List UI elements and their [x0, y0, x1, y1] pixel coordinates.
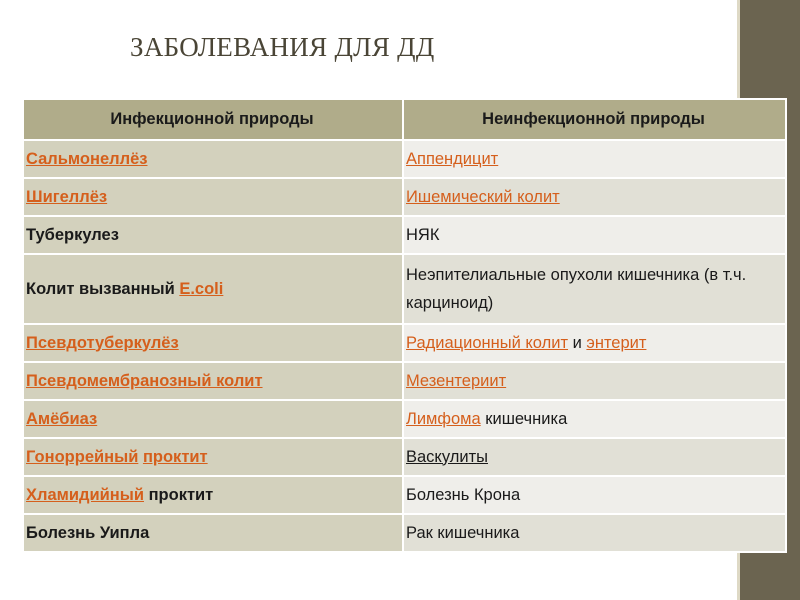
cell-noninfectious	[403, 514, 786, 552]
link-amoebiasis[interactable]: Амёбиаз	[26, 409, 98, 428]
table-row	[23, 476, 786, 514]
link-proctitis[interactable]: проктит	[142, 447, 208, 466]
disease-table	[22, 98, 787, 553]
table-row	[23, 362, 786, 400]
text-crohn: Болезнь Крона	[406, 485, 521, 504]
link-appendicitis[interactable]: Аппендицит	[406, 149, 499, 168]
text-tuberculosis: Туберкулез	[26, 225, 119, 244]
cell-infectious	[23, 254, 403, 324]
cell-noninfectious	[403, 438, 786, 476]
cell-infectious	[23, 400, 403, 438]
link-mesenteritis[interactable]: Мезентериит	[406, 371, 507, 390]
link-radiation-colitis[interactable]: Радиационный колит	[406, 333, 569, 352]
table-row	[23, 254, 786, 324]
link-ischemic-colitis[interactable]: Ишемический колит	[406, 187, 560, 206]
cell-noninfectious	[403, 216, 786, 254]
link-gonorrheal[interactable]: Гоноррейный	[26, 447, 139, 466]
cell-infectious	[23, 216, 403, 254]
cell-infectious	[23, 324, 403, 362]
link-shigellosis[interactable]: Шигеллёз	[26, 187, 108, 206]
link-enteritis[interactable]: энтерит	[586, 333, 647, 352]
cell-noninfectious	[403, 140, 786, 178]
link-salmonellosis[interactable]: Сальмонеллёз	[26, 149, 148, 168]
cell-noninfectious	[403, 324, 786, 362]
cell-infectious	[23, 140, 403, 178]
table-row	[23, 140, 786, 178]
link-vasculitis[interactable]: Васкулиты	[406, 447, 488, 466]
text-and: и	[568, 333, 587, 352]
link-pseudotuberculosis[interactable]: Псевдотуберкулёз	[26, 333, 179, 352]
cell-noninfectious	[403, 254, 786, 324]
cell-infectious	[23, 514, 403, 552]
cell-infectious	[23, 438, 403, 476]
cell-noninfectious	[403, 178, 786, 216]
text-whipple: Болезнь Уипла	[26, 523, 150, 542]
table-row	[23, 514, 786, 552]
text-proctitis: проктит	[143, 485, 214, 504]
link-pseudomembranous-colitis[interactable]: Псевдомембранозный колит	[26, 371, 263, 390]
header-infectious: Инфекционной природы	[23, 99, 403, 140]
header-noninfectious: Неинфекционной природы	[403, 99, 786, 140]
slide-title: ЗАБОЛЕВАНИЯ ДЛЯ ДД	[130, 32, 435, 62]
cell-infectious	[23, 476, 403, 514]
link-lymphoma[interactable]: Лимфома	[406, 409, 481, 428]
text-nyak: НЯК	[406, 225, 440, 244]
table-row	[23, 438, 786, 476]
text-colitis-caused: Колит вызванный	[26, 280, 180, 298]
cell-noninfectious	[403, 476, 786, 514]
cell-noninfectious	[403, 362, 786, 400]
cell-noninfectious	[403, 400, 786, 438]
text-colon-cancer: Рак кишечника	[406, 523, 520, 542]
text-nonepithelial-tumors: Неэпителиальные опухоли кишечника (в т.ч. карциноид)	[406, 266, 747, 312]
link-chlamydial[interactable]: Хламидийный	[26, 485, 144, 504]
table-row	[23, 178, 786, 216]
cell-infectious	[23, 178, 403, 216]
text-intestine: кишечника	[480, 409, 568, 428]
table-row	[23, 216, 786, 254]
cell-infectious	[23, 362, 403, 400]
table-row	[23, 400, 786, 438]
link-ecoli[interactable]: E.coli	[179, 280, 224, 298]
table-header-row	[23, 99, 786, 140]
table-row	[23, 324, 786, 362]
